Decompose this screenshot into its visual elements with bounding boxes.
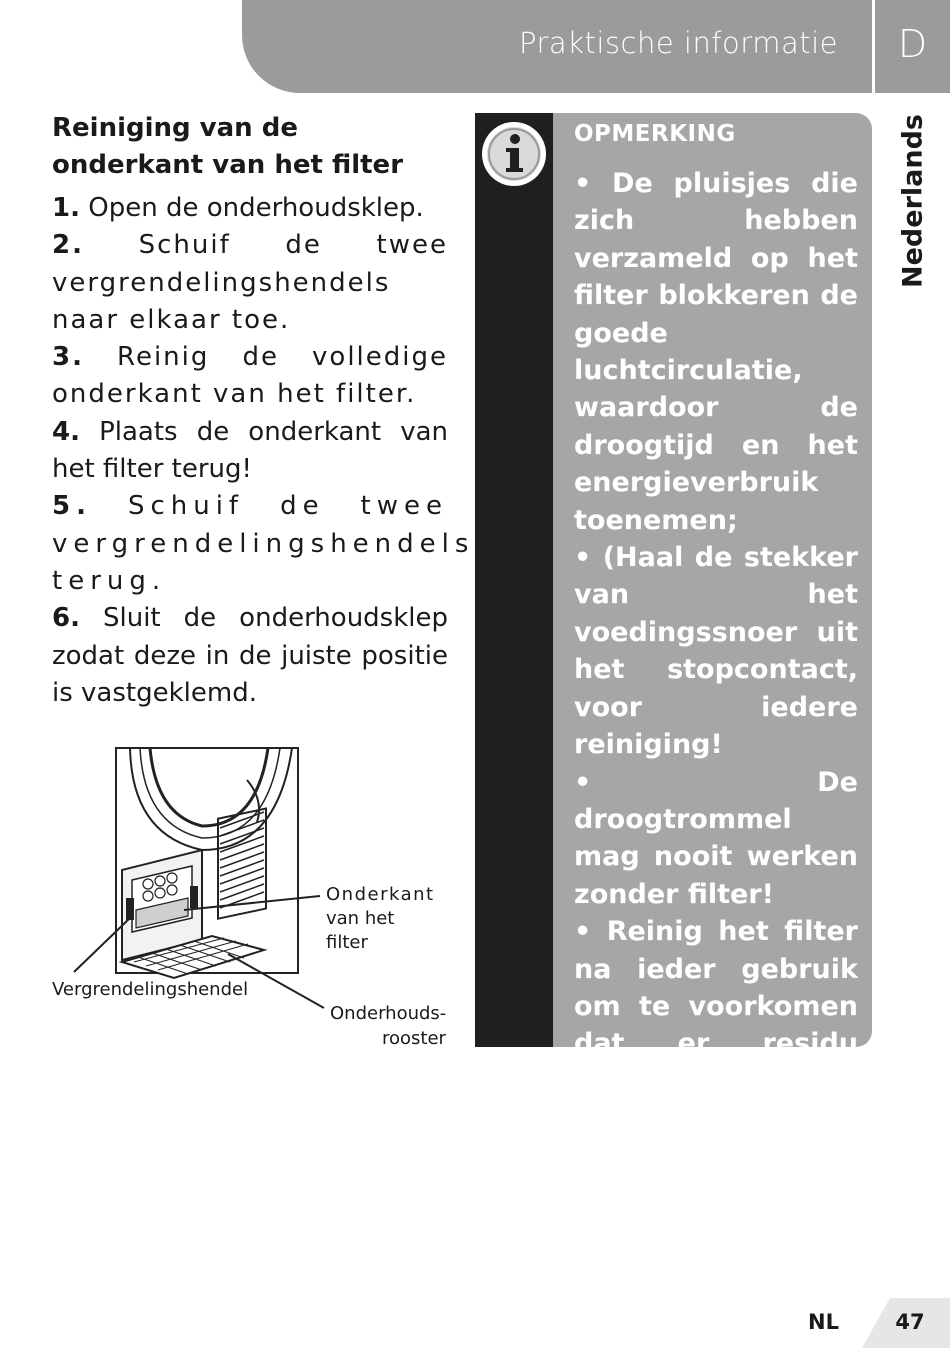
label-lever: Vergrendelingshendel <box>52 979 249 1000</box>
section-letter: D <box>897 22 928 66</box>
step-4: 4. Plaats de onderkant van het filter terug! <box>52 416 448 485</box>
note-box <box>475 113 872 1135</box>
label-grid-1: Onderhouds- <box>330 1003 447 1024</box>
note-item-2: • (Haal de stekker van het voedingssnoer uit het stopcontact, voor iedere reiniging! <box>574 542 858 761</box>
label-filter-bottom-2: van het <box>326 908 395 929</box>
step-2: 2. Schuif de twee vergrendelingshendels naar elkaar toe. <box>52 230 448 335</box>
info-icon <box>481 121 547 187</box>
page-number: 47 <box>895 1310 925 1334</box>
step-3: 3. Reinig de volledige onderkant van het filter. <box>52 342 448 410</box>
step-5: 5. Schuif de twee vergrendelingshendels terug. <box>52 491 475 596</box>
label-filter-bottom-3: filter <box>326 932 368 953</box>
step-6: 6. Sluit de onderhoudsklep zodat deze in de juiste positie is vastgeklemd. <box>52 603 448 708</box>
steps-list <box>52 190 475 712</box>
language-side-label <box>893 113 933 288</box>
note-item-1: • De pluisjes die zich hebben verzameld op het filter blokkeren de goede luchtcirculatie, waardoor de droogtijd en het energieverbruik toenemen; <box>574 168 858 536</box>
note-item-4: • Reinig het filter na ieder gebruik om te voorkomen dat er residu ophoopt in de machine. <box>574 916 858 1135</box>
note-strip <box>475 113 553 1047</box>
filter-illustration <box>52 740 452 1060</box>
footer-language: NL <box>808 1310 839 1334</box>
page-header-title: Praktische informatie <box>519 26 838 60</box>
note-text <box>574 165 858 1138</box>
label-filter-bottom-1: Onderkant <box>326 884 435 905</box>
section-title: Reiniging van de onderkant van het filter <box>52 113 404 180</box>
step-1: 1. Open de onderhoudsklep. <box>52 193 424 223</box>
label-grid-2: rooster <box>382 1028 446 1049</box>
language-side-label-text: Nederlands <box>897 113 929 288</box>
note-item-3: • De droogtrommel mag nooit werken zonder filter! <box>574 766 858 910</box>
note-heading: OPMERKING <box>574 121 736 147</box>
